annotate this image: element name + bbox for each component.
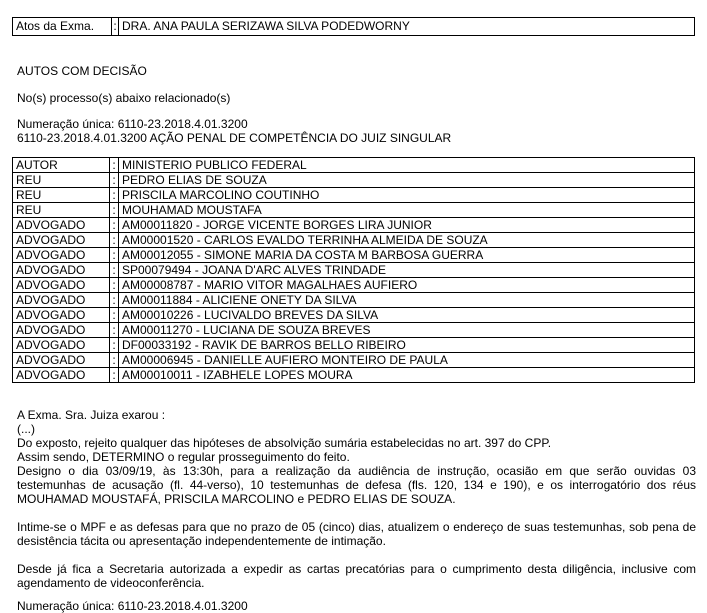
party-row <box>13 368 695 383</box>
party-role: ADVOGADO <box>13 308 110 323</box>
party-separator: : <box>110 323 119 338</box>
party-name: MOUHAMAD MOUSTAFA <box>119 203 695 218</box>
decision-ellipsis: (...) <box>17 422 35 436</box>
party-separator: : <box>110 158 119 173</box>
party-separator: : <box>110 248 119 263</box>
party-row <box>13 233 695 248</box>
party-role: ADVOGADO <box>13 338 110 353</box>
party-row <box>13 278 695 293</box>
decision-text <box>17 408 696 590</box>
party-row <box>13 158 695 173</box>
party-row <box>13 203 695 218</box>
party-role: ADVOGADO <box>13 248 110 263</box>
party-row <box>13 293 695 308</box>
party-role: ADVOGADO <box>13 263 110 278</box>
decision-paragraph-5: Desde já fica a Secretaria autorizada a expedir as cartas precatórias para o cumprimento desta diligência, inclusive com agendamento de videoconferência. <box>17 562 696 590</box>
footer-numeracao: Numeração única: 6110-23.2018.4.01.3200 <box>17 599 248 613</box>
party-name: AM00011820 - JORGE VICENTE BORGES LIRA JUNIOR <box>119 218 695 233</box>
party-role: ADVOGADO <box>13 353 110 368</box>
party-separator: : <box>110 203 119 218</box>
party-row <box>13 218 695 233</box>
header-table <box>12 17 695 36</box>
header-separator: : <box>112 18 119 36</box>
party-row <box>13 263 695 278</box>
party-separator: : <box>110 218 119 233</box>
party-name: AM00011884 - ALICIENE ONETY DA SILVA <box>119 293 695 308</box>
party-separator: : <box>110 368 119 383</box>
decision-paragraph-3: Designo o dia 03/09/19, às 13:30h, para a realização da audiência de instrução, ocasião em que serão ouvidas 03 testemunhas de acusação (fl. 44-verso), 10 testemunhas de defesa (fls. 120, 134 e 190), e os interrogatório dos réus MOUHAMAD MOUSTAFÁ, PRISCILA MARCOLINO e PEDRO ELIAS DE SOUZA. <box>17 464 696 506</box>
party-separator: : <box>110 338 119 353</box>
party-name: AM00010011 - IZABHELE LOPES MOURA <box>119 368 695 383</box>
decision-paragraph-2: Assim sendo, DETERMINO o regular prosseguimento do feito. <box>17 450 350 464</box>
header-row <box>13 18 695 36</box>
party-name: AM00001520 - CARLOS EVALDO TERRINHA ALMEIDA DE SOUZA <box>119 233 695 248</box>
party-name: MINISTERIO PUBLICO FEDERAL <box>119 158 695 173</box>
party-separator: : <box>110 293 119 308</box>
party-row <box>13 248 695 263</box>
party-row <box>13 338 695 353</box>
intro-text: No(s) processo(s) abaixo relacionado(s) <box>17 91 231 105</box>
party-role: REU <box>13 203 110 218</box>
decision-heading: A Exma. Sra. Juiza exarou : <box>17 408 166 422</box>
party-separator: : <box>110 308 119 323</box>
party-row <box>13 173 695 188</box>
party-role: ADVOGADO <box>13 233 110 248</box>
party-separator: : <box>110 353 119 368</box>
party-role: ADVOGADO <box>13 293 110 308</box>
party-name: AM00008787 - MARIO VITOR MAGALHAES AUFIERO <box>119 278 695 293</box>
party-separator: : <box>110 278 119 293</box>
case-line: 6110-23.2018.4.01.3200 AÇÃO PENAL DE COMPETÊNCIA DO JUIZ SINGULAR <box>17 131 452 145</box>
party-role: AUTOR <box>13 158 110 173</box>
party-name: DF00033192 - RAVIK DE BARROS BELLO RIBEIRO <box>119 338 695 353</box>
party-name: PEDRO ELIAS DE SOUZA <box>119 173 695 188</box>
section-title: AUTOS COM DECISÃO <box>17 64 147 78</box>
party-name: AM00006945 - DANIELLE AUFIERO MONTEIRO DE PAULA <box>119 353 695 368</box>
numeracao-unica: Numeração única: 6110-23.2018.4.01.3200 <box>17 117 248 131</box>
party-separator: : <box>110 233 119 248</box>
party-role: REU <box>13 188 110 203</box>
judge-name: DRA. ANA PAULA SERIZAWA SILVA PODEDWORNY <box>119 18 695 36</box>
party-row <box>13 353 695 368</box>
party-name: SP00079494 - JOANA D'ARC ALVES TRINDADE <box>119 263 695 278</box>
party-role: REU <box>13 173 110 188</box>
party-separator: : <box>110 263 119 278</box>
party-role: ADVOGADO <box>13 323 110 338</box>
party-name: AM00012055 - SIMONE MARIA DA COSTA M BARBOSA GUERRA <box>119 248 695 263</box>
party-name: AM00011270 - LUCIANA DE SOUZA BREVES <box>119 323 695 338</box>
header-label: Atos da Exma. <box>13 18 112 36</box>
party-row <box>13 188 695 203</box>
party-separator: : <box>110 188 119 203</box>
parties-table <box>12 157 695 383</box>
party-name: AM00010226 - LUCIVALDO BREVES DA SILVA <box>119 308 695 323</box>
party-row <box>13 323 695 338</box>
party-role: ADVOGADO <box>13 218 110 233</box>
decision-paragraph-1: Do exposto, rejeito qualquer das hipóteses de absolvição sumária estabelecidas no art. 397 do CPP. <box>17 436 552 450</box>
party-name: PRISCILA MARCOLINO COUTINHO <box>119 188 695 203</box>
party-role: ADVOGADO <box>13 278 110 293</box>
party-row <box>13 308 695 323</box>
party-role: ADVOGADO <box>13 368 110 383</box>
decision-paragraph-4: Intime-se o MPF e as defesas para que no prazo de 05 (cinco) dias, atualizem o endereço de suas testemunhas, sob pena de desistência tácita ou apresentação independentemente de intimação. <box>17 520 696 548</box>
party-separator: : <box>110 173 119 188</box>
